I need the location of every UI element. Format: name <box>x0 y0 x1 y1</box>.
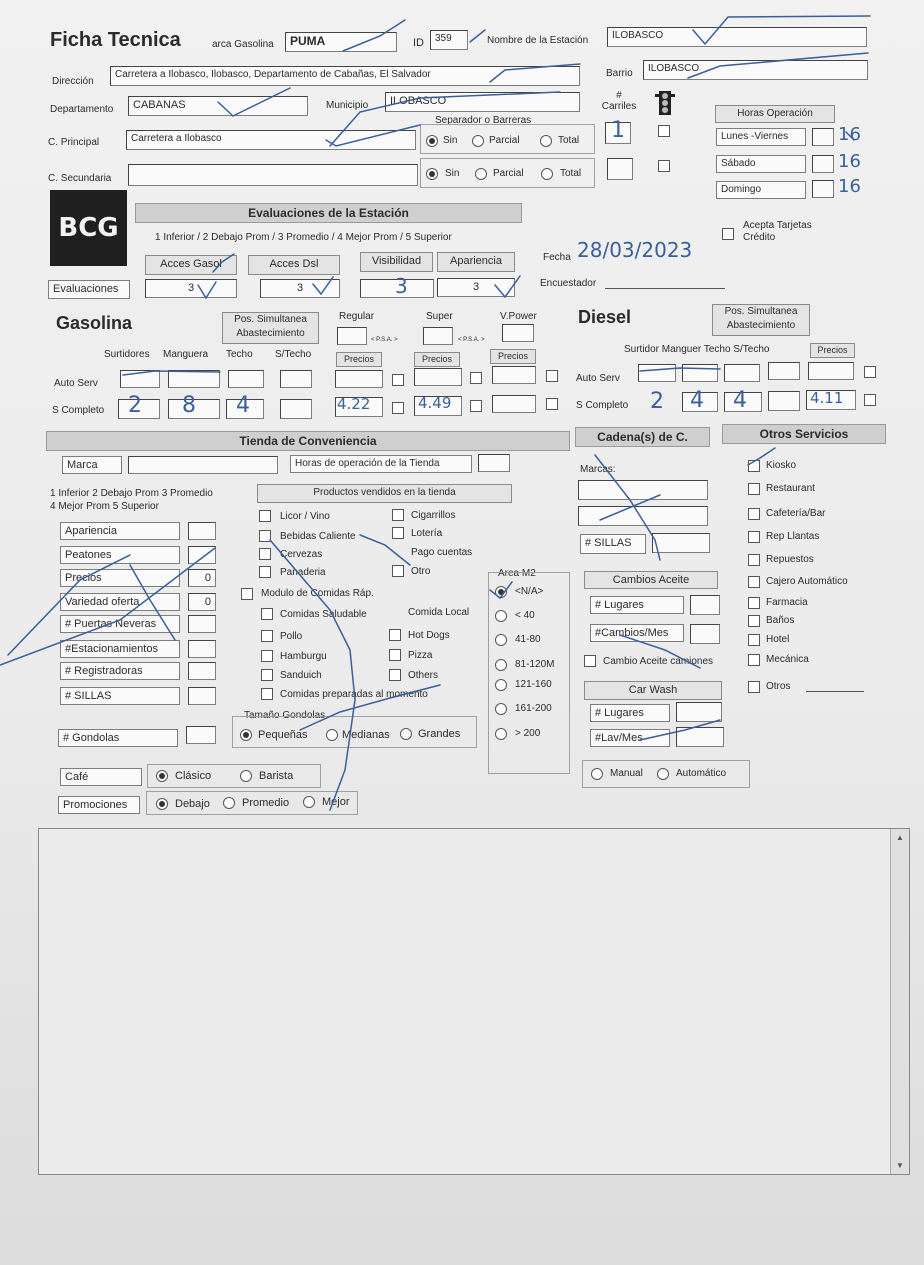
encuestador-field[interactable] <box>605 288 725 289</box>
metric-field[interactable] <box>188 640 216 658</box>
metric-label: #Estacionamientos <box>60 640 180 658</box>
metric-field[interactable]: 0 <box>188 569 216 587</box>
metric-field[interactable]: 0 <box>188 593 216 611</box>
gas-completo-vpower-checkbox[interactable] <box>546 398 558 410</box>
id-label: ID <box>413 37 424 49</box>
tienda-horas-label: Horas de operación de la Tienda <box>290 455 472 473</box>
cafe-group <box>147 764 321 788</box>
psa-label: < P.S.A. > <box>458 337 485 343</box>
servicio-checkbox[interactable] <box>748 634 760 646</box>
id-field[interactable]: 359 <box>430 30 468 50</box>
carwash-manual-radio[interactable] <box>591 768 603 780</box>
principal-field[interactable]: Carretera a Ilobasco <box>126 130 416 150</box>
sep-option-label: Parcial <box>493 168 524 179</box>
cafe-option-label: Clásico <box>175 770 212 782</box>
modulo-comidas-checkbox[interactable] <box>241 588 253 600</box>
carwash-automatico-radio[interactable] <box>657 768 669 780</box>
secundaria-field[interactable] <box>128 164 418 186</box>
comidas-saludable-checkbox[interactable] <box>261 608 273 620</box>
page-title: Ficha Tecnica <box>50 29 181 51</box>
producto-checkbox[interactable] <box>259 530 271 542</box>
gas-completo-surtidores-value: 2 <box>128 393 142 418</box>
diesel-completo-checkbox[interactable] <box>864 394 876 406</box>
servicio-checkbox[interactable] <box>748 597 760 609</box>
servicio-checkbox[interactable] <box>748 483 760 495</box>
aceite-cambios-field[interactable] <box>690 624 720 644</box>
sep-principal-sin-radio[interactable] <box>426 135 438 147</box>
cadena-marca-2[interactable] <box>578 506 708 526</box>
carwash-option-label: Automático <box>676 768 727 779</box>
area-radio[interactable] <box>495 728 507 740</box>
cambios-aceite-header[interactable]: Cambios Aceite <box>584 571 718 589</box>
area-radio[interactable] <box>495 586 507 598</box>
producto-label: Panaderia <box>280 567 326 578</box>
diesel-auto-checkbox[interactable] <box>864 366 876 378</box>
tamano-gondolas-label: Tamaño Gondolas <box>244 710 326 721</box>
gas-auto-techo[interactable] <box>228 370 264 388</box>
separador-label: Separador o Barreras <box>435 115 532 126</box>
gas-completo-manguera-value: 8 <box>182 393 196 418</box>
carwash-lav-field[interactable] <box>676 727 724 747</box>
promociones-label: Promociones <box>58 796 140 814</box>
gas-auto-super-checkbox[interactable] <box>470 372 482 384</box>
carwash-lav-label: #Lav/Mes <box>590 729 670 747</box>
tienda-header: Tienda de Conveniencia <box>46 431 570 451</box>
grade-super-label: Super <box>426 311 453 322</box>
producto-label: Otro <box>411 566 431 577</box>
servicio-label: Hotel <box>766 634 790 645</box>
servicio-label: Rep Llantas <box>766 531 820 542</box>
municipio-field[interactable]: ILOBASCO <box>385 92 580 112</box>
gasolina-title: Gasolina <box>56 313 133 333</box>
sep-principal-parcial-radio[interactable] <box>472 135 484 147</box>
comida-label: Hot Dogs <box>408 630 450 641</box>
direccion-field[interactable]: Carretera a Ilobasco, Ilobasco, Departamento de Cabañas, El Salvador <box>110 66 580 86</box>
cadena-marcas-label: Marcas: <box>580 464 616 475</box>
eval-apariencia-field[interactable]: 3 <box>437 278 515 297</box>
gas-col-stecho: S/Techo <box>275 349 312 360</box>
gas-completo-techo-value: 4 <box>236 393 250 418</box>
gas-auto-manguera[interactable] <box>168 370 220 388</box>
psa-label: < P.S.A. > <box>371 337 398 343</box>
tamano-pequenas-radio[interactable] <box>240 729 252 741</box>
horas-dom-field[interactable] <box>812 180 834 198</box>
area-radio[interactable] <box>495 703 507 715</box>
servicio-label: Kiosko <box>766 460 797 471</box>
gas-auto-surtidores[interactable] <box>120 370 160 388</box>
gasolina-pos-sim-button[interactable]: Pos. Simultanea Abastecimiento <box>222 312 319 344</box>
barrio-field[interactable]: ILOBASCO <box>643 60 868 80</box>
servicio-checkbox[interactable] <box>748 576 760 588</box>
gas-auto-regular-checkbox[interactable] <box>392 374 404 386</box>
direccion-label: Dirección <box>52 76 94 87</box>
comida-checkbox[interactable] <box>389 629 401 641</box>
vpower-psa-field[interactable] <box>502 324 534 342</box>
aceite-lugares-field[interactable] <box>690 595 720 615</box>
regular-psa-field[interactable] <box>337 327 367 345</box>
sep-secundaria-sin-radio[interactable] <box>426 168 438 180</box>
producto-checkbox[interactable] <box>392 565 404 577</box>
promo-option-label: Mejor <box>322 796 350 808</box>
diesel-auto-precio[interactable] <box>808 362 854 380</box>
metric-label: # Puertas Neveras <box>60 615 180 633</box>
otros-header: Otros Servicios <box>722 424 886 444</box>
eval-acces-gasol-field[interactable]: 3 <box>145 279 237 298</box>
tienda-scale: 1 Inferior 2 Debajo Prom 3 Promedio <box>50 488 213 499</box>
car-wash-header[interactable]: Car Wash <box>584 681 722 700</box>
servicio-label: Mecánica <box>766 654 809 665</box>
metric-label: Variedad oferta <box>60 593 180 611</box>
gas-completo-precio-vpower[interactable] <box>492 395 536 413</box>
horas-sab-label: Sábado <box>716 155 806 173</box>
producto-checkbox[interactable] <box>392 527 404 539</box>
diesel-completo-stecho[interactable] <box>768 391 800 411</box>
gas-auto-vpower-checkbox[interactable] <box>546 370 558 382</box>
comida-local-label: Comida Local <box>408 607 470 618</box>
area-radio[interactable] <box>495 679 507 691</box>
horas-lv-field[interactable] <box>812 128 834 146</box>
encuestador-label: Encuestador <box>540 278 597 289</box>
comidas-preparadas-label: Comidas preparadas al momento <box>280 689 428 700</box>
tamano-option-label: Medianas <box>342 729 390 741</box>
comida-label: Others <box>408 670 439 681</box>
producto-label: Licor / Vino <box>280 511 330 522</box>
sep-option-label: Parcial <box>489 135 520 146</box>
servicio-label: Farmacia <box>766 597 808 608</box>
tamano-medianas-radio[interactable] <box>326 729 338 741</box>
horas-dom-label: Domingo <box>716 181 806 199</box>
gas-completo-precio-regular-value: 4.22 <box>337 395 371 413</box>
estacion-label: Nombre de la Estación <box>487 35 589 46</box>
horas-lv-label: Lunes -Viernes <box>716 128 806 146</box>
metric-label: # Registradoras <box>60 662 180 680</box>
aceite-camiones-checkbox[interactable] <box>584 655 596 667</box>
precio-super-button[interactable]: Precios <box>414 352 460 367</box>
estacion-field[interactable]: ILOBASCO <box>607 27 867 47</box>
fecha-value[interactable]: 28/03/2023 <box>577 238 693 262</box>
servicio-checkbox[interactable] <box>748 554 760 566</box>
comida-checkbox[interactable] <box>261 630 273 642</box>
gas-auto-precio-regular[interactable] <box>335 370 383 388</box>
evaluaciones-scale: 1 Inferior / 2 Debajo Prom / 3 Promedio / 4 Mejor Prom / 5 Superior <box>155 232 452 243</box>
diesel-completo-label: S Completo <box>576 400 629 411</box>
area-radio[interactable] <box>495 659 507 671</box>
carriles-secundaria-checkbox[interactable] <box>658 160 670 172</box>
diesel-completo-surtidor-value: 2 <box>650 389 664 414</box>
area-option-label: 81-120M <box>515 659 555 670</box>
gas-auto-precio-super[interactable] <box>414 368 462 386</box>
servicio-checkbox[interactable] <box>748 460 760 472</box>
carriles-principal-checkbox[interactable] <box>658 125 670 137</box>
servicio-label: Cafetería/Bar <box>766 508 826 519</box>
carwash-lugares-field[interactable] <box>676 702 722 722</box>
area-option-label: 121-160 <box>515 679 552 690</box>
traffic-light-icon <box>655 90 675 116</box>
promo-option-label: Debajo <box>175 798 210 810</box>
metric-field[interactable] <box>188 522 216 540</box>
acces-gasol-button[interactable]: Acces Gasol <box>145 255 237 275</box>
scroll-down-icon[interactable]: ▼ <box>896 1161 904 1170</box>
cafe-option-label: Barista <box>259 770 294 782</box>
carwash-lugares-label: # Lugares <box>590 704 670 722</box>
gas-col-manguera: Manguera <box>163 349 209 360</box>
acepta-tarjetas-checkbox[interactable] <box>722 228 734 240</box>
grade-vpower-label: V.Power <box>500 311 537 322</box>
comida-checkbox[interactable] <box>389 649 401 661</box>
area-radio[interactable] <box>495 610 507 622</box>
cafe-label: Café <box>60 768 142 786</box>
area-m2-group <box>488 572 570 774</box>
apariencia-button[interactable]: Apariencia <box>437 252 515 272</box>
horas-dom-value: 16 <box>838 176 861 197</box>
horas-operacion-header[interactable]: Horas Operación <box>715 105 835 123</box>
servicio-label: Repuestos <box>766 554 814 565</box>
diesel-auto-serv-label: Auto Serv <box>576 373 620 384</box>
servicio-checkbox[interactable] <box>748 615 760 627</box>
promo-option-label: Promedio <box>242 797 290 809</box>
metric-field[interactable] <box>188 546 216 564</box>
diesel-completo-manguera-value: 4 <box>690 388 704 413</box>
metric-field[interactable] <box>188 662 216 680</box>
area-option-label: < 40 <box>515 610 535 621</box>
cafe-barista-radio[interactable] <box>240 770 252 782</box>
aceite-camiones-label: Cambio Aceite camiones <box>603 656 714 667</box>
diesel-completo-precio-value: 4.11 <box>810 389 844 407</box>
departamento-field[interactable]: CABANAS <box>128 96 308 116</box>
comida-checkbox[interactable] <box>261 650 273 662</box>
precio-regular-button[interactable]: Precios <box>336 352 382 367</box>
municipio-label: Municipio <box>326 100 369 111</box>
diesel-auto-techo[interactable] <box>724 364 760 382</box>
eval-visibilidad-value: 3 <box>395 274 408 298</box>
metric-field[interactable] <box>188 615 216 633</box>
evaluaciones-header: Evaluaciones de la Estación <box>135 203 522 223</box>
acepta-tarjetas-label: Acepta Tarjetas Crédito <box>743 220 812 243</box>
comida-checkbox[interactable] <box>261 669 273 681</box>
sep-option-label: Total <box>560 168 582 179</box>
tienda-marca-label: Marca <box>62 456 122 474</box>
servicio-label: Baños <box>766 615 795 626</box>
comida-checkbox[interactable] <box>389 669 401 681</box>
horas-lv-value: 16 <box>838 124 861 145</box>
cadena-sillas-field[interactable] <box>652 533 710 553</box>
producto-label: Pago cuentas <box>411 547 473 558</box>
producto-label: Bebidas Caliente <box>280 531 356 542</box>
servicio-checkbox[interactable] <box>748 681 760 693</box>
grade-regular-label: Regular <box>339 311 375 322</box>
servicio-checkbox[interactable] <box>748 531 760 543</box>
otros-field[interactable] <box>806 691 864 692</box>
comida-label: Sanduich <box>280 670 322 681</box>
sep-secundaria-total-radio[interactable] <box>541 168 553 180</box>
cadena-sillas-label: # SILLAS <box>580 534 646 554</box>
area-m2-label: Area M2 <box>498 568 536 579</box>
scroll-up-icon[interactable]: ▲ <box>896 833 904 842</box>
fecha-label: Fecha <box>543 252 571 263</box>
aceite-lugares-label: # Lugares <box>590 596 684 614</box>
tienda-horas-field[interactable] <box>478 454 510 472</box>
carriles-value: 1 <box>611 118 625 143</box>
evaluaciones-label: Evaluaciones <box>48 280 130 299</box>
area-option-label: 41-80 <box>515 634 541 645</box>
tienda-scale-2: 4 Mejor Prom 5 Superior <box>50 501 159 512</box>
barrio-label: Barrio <box>606 68 633 79</box>
departamento-label: Departamento <box>50 104 114 115</box>
notes-area[interactable] <box>38 828 910 1175</box>
producto-label: Cervezas <box>280 549 323 560</box>
comida-label: Pollo <box>280 631 303 642</box>
diesel-precio-button[interactable]: Precios <box>810 343 855 358</box>
gas-col-surtidores: Surtidores <box>104 349 150 360</box>
diesel-auto-manguera[interactable] <box>682 364 718 382</box>
visibilidad-button[interactable]: Visibilidad <box>360 252 433 272</box>
producto-checkbox[interactable] <box>259 566 271 578</box>
producto-checkbox[interactable] <box>392 509 404 521</box>
acces-dsl-button[interactable]: Acces Dsl <box>248 255 340 275</box>
comida-label: Hamburgu <box>280 651 327 662</box>
tamano-option-label: Grandes <box>418 728 461 740</box>
eval-acces-dsl-field[interactable]: 3 <box>260 279 340 298</box>
metric-label: Apariencia <box>60 522 180 540</box>
servicio-label: Cajero Automático <box>766 576 848 587</box>
gas-completo-super-checkbox[interactable] <box>470 400 482 412</box>
gas-auto-precio-vpower[interactable] <box>492 366 536 384</box>
sep-option-label: Total <box>558 135 580 146</box>
producto-checkbox[interactable] <box>259 510 271 522</box>
promo-mejor-radio[interactable] <box>303 796 315 808</box>
cadena-marca-1[interactable] <box>578 480 708 500</box>
tamano-option-label: Pequeñas <box>258 729 308 741</box>
cafe-clasico-radio[interactable] <box>156 770 168 782</box>
gondolas-field[interactable] <box>186 726 216 744</box>
sep-option-label: Sin <box>443 135 458 146</box>
tienda-marca-field[interactable] <box>128 456 278 474</box>
servicio-label: Restaurant <box>766 483 815 494</box>
producto-label: Lotería <box>411 528 443 539</box>
carwash-option-label: Manual <box>610 768 643 779</box>
servicio-checkbox[interactable] <box>748 654 760 666</box>
servicio-checkbox[interactable] <box>748 508 760 520</box>
aceite-cambios-label: #Cambios/Mes <box>590 624 684 642</box>
area-option-label: 161-200 <box>515 703 552 714</box>
carriles-label: # Carriles <box>601 90 637 112</box>
promo-promedio-radio[interactable] <box>223 797 235 809</box>
diesel-completo-techo-value: 4 <box>733 388 747 413</box>
diesel-auto-surtidor[interactable] <box>638 364 676 382</box>
gas-auto-stecho[interactable] <box>280 370 312 388</box>
sep-option-label: Sin <box>445 168 460 179</box>
area-radio[interactable] <box>495 634 507 646</box>
diesel-cols: Surtidor Manguer Techo S/Techo <box>624 344 770 355</box>
carriles-secundaria-field[interactable] <box>607 158 633 180</box>
horas-sab-field[interactable] <box>812 155 834 173</box>
diesel-title: Diesel <box>578 307 632 327</box>
secundaria-label: C. Secundaria <box>48 173 112 184</box>
tamano-grandes-radio[interactable] <box>400 728 412 740</box>
metric-field[interactable] <box>188 687 216 705</box>
metric-label: Peatones <box>60 546 180 564</box>
bcg-logo: BCG <box>50 190 127 266</box>
sep-secundaria-parcial-radio[interactable] <box>475 168 487 180</box>
cadena-header: Cadena(s) de C. <box>575 427 710 447</box>
producto-label: Cigarrillos <box>411 510 456 521</box>
metric-label: # SILLAS <box>60 687 180 705</box>
comidas-saludable-label: Comidas Saludable <box>280 609 367 620</box>
comida-label: Pizza <box>408 650 433 661</box>
area-option-label: <N/A> <box>515 586 544 597</box>
super-psa-field[interactable] <box>423 327 453 345</box>
gas-auto-serv-label: Auto Serv <box>54 378 98 389</box>
sep-principal-total-radio[interactable] <box>540 135 552 147</box>
metric-label: Precios <box>60 569 180 587</box>
gondolas-label: # Gondolas <box>58 729 178 747</box>
gas-completo-regular-checkbox[interactable] <box>392 402 404 414</box>
gas-completo-label: S Completo <box>52 405 105 416</box>
gas-completo-stecho[interactable] <box>280 399 312 419</box>
area-option-label: > 200 <box>515 728 541 739</box>
comidas-preparadas-checkbox[interactable] <box>261 688 273 700</box>
productos-header[interactable]: Productos vendidos en la tienda <box>257 484 512 503</box>
modulo-comidas-label: Modulo de Comidas Ráp. <box>261 588 374 599</box>
notes-scrollbar[interactable] <box>890 829 909 1174</box>
promo-debajo-radio[interactable] <box>156 798 168 810</box>
marca-gasolina-label: arca Gasolina <box>212 39 274 50</box>
gas-col-techo: Techo <box>226 349 253 360</box>
gas-completo-precio-super-value: 4.49 <box>418 394 452 412</box>
servicio-label: Otros <box>766 681 791 692</box>
horas-sab-value: 16 <box>838 151 861 172</box>
producto-checkbox[interactable] <box>259 548 271 560</box>
precio-vpower-button[interactable]: Precios <box>490 349 536 364</box>
diesel-auto-stecho[interactable] <box>768 362 800 380</box>
diesel-pos-sim-button[interactable]: Pos. Simultanea Abastecimiento <box>712 304 810 336</box>
marca-gasolina-field[interactable]: PUMA <box>285 32 397 52</box>
principal-label: C. Principal <box>48 137 100 148</box>
